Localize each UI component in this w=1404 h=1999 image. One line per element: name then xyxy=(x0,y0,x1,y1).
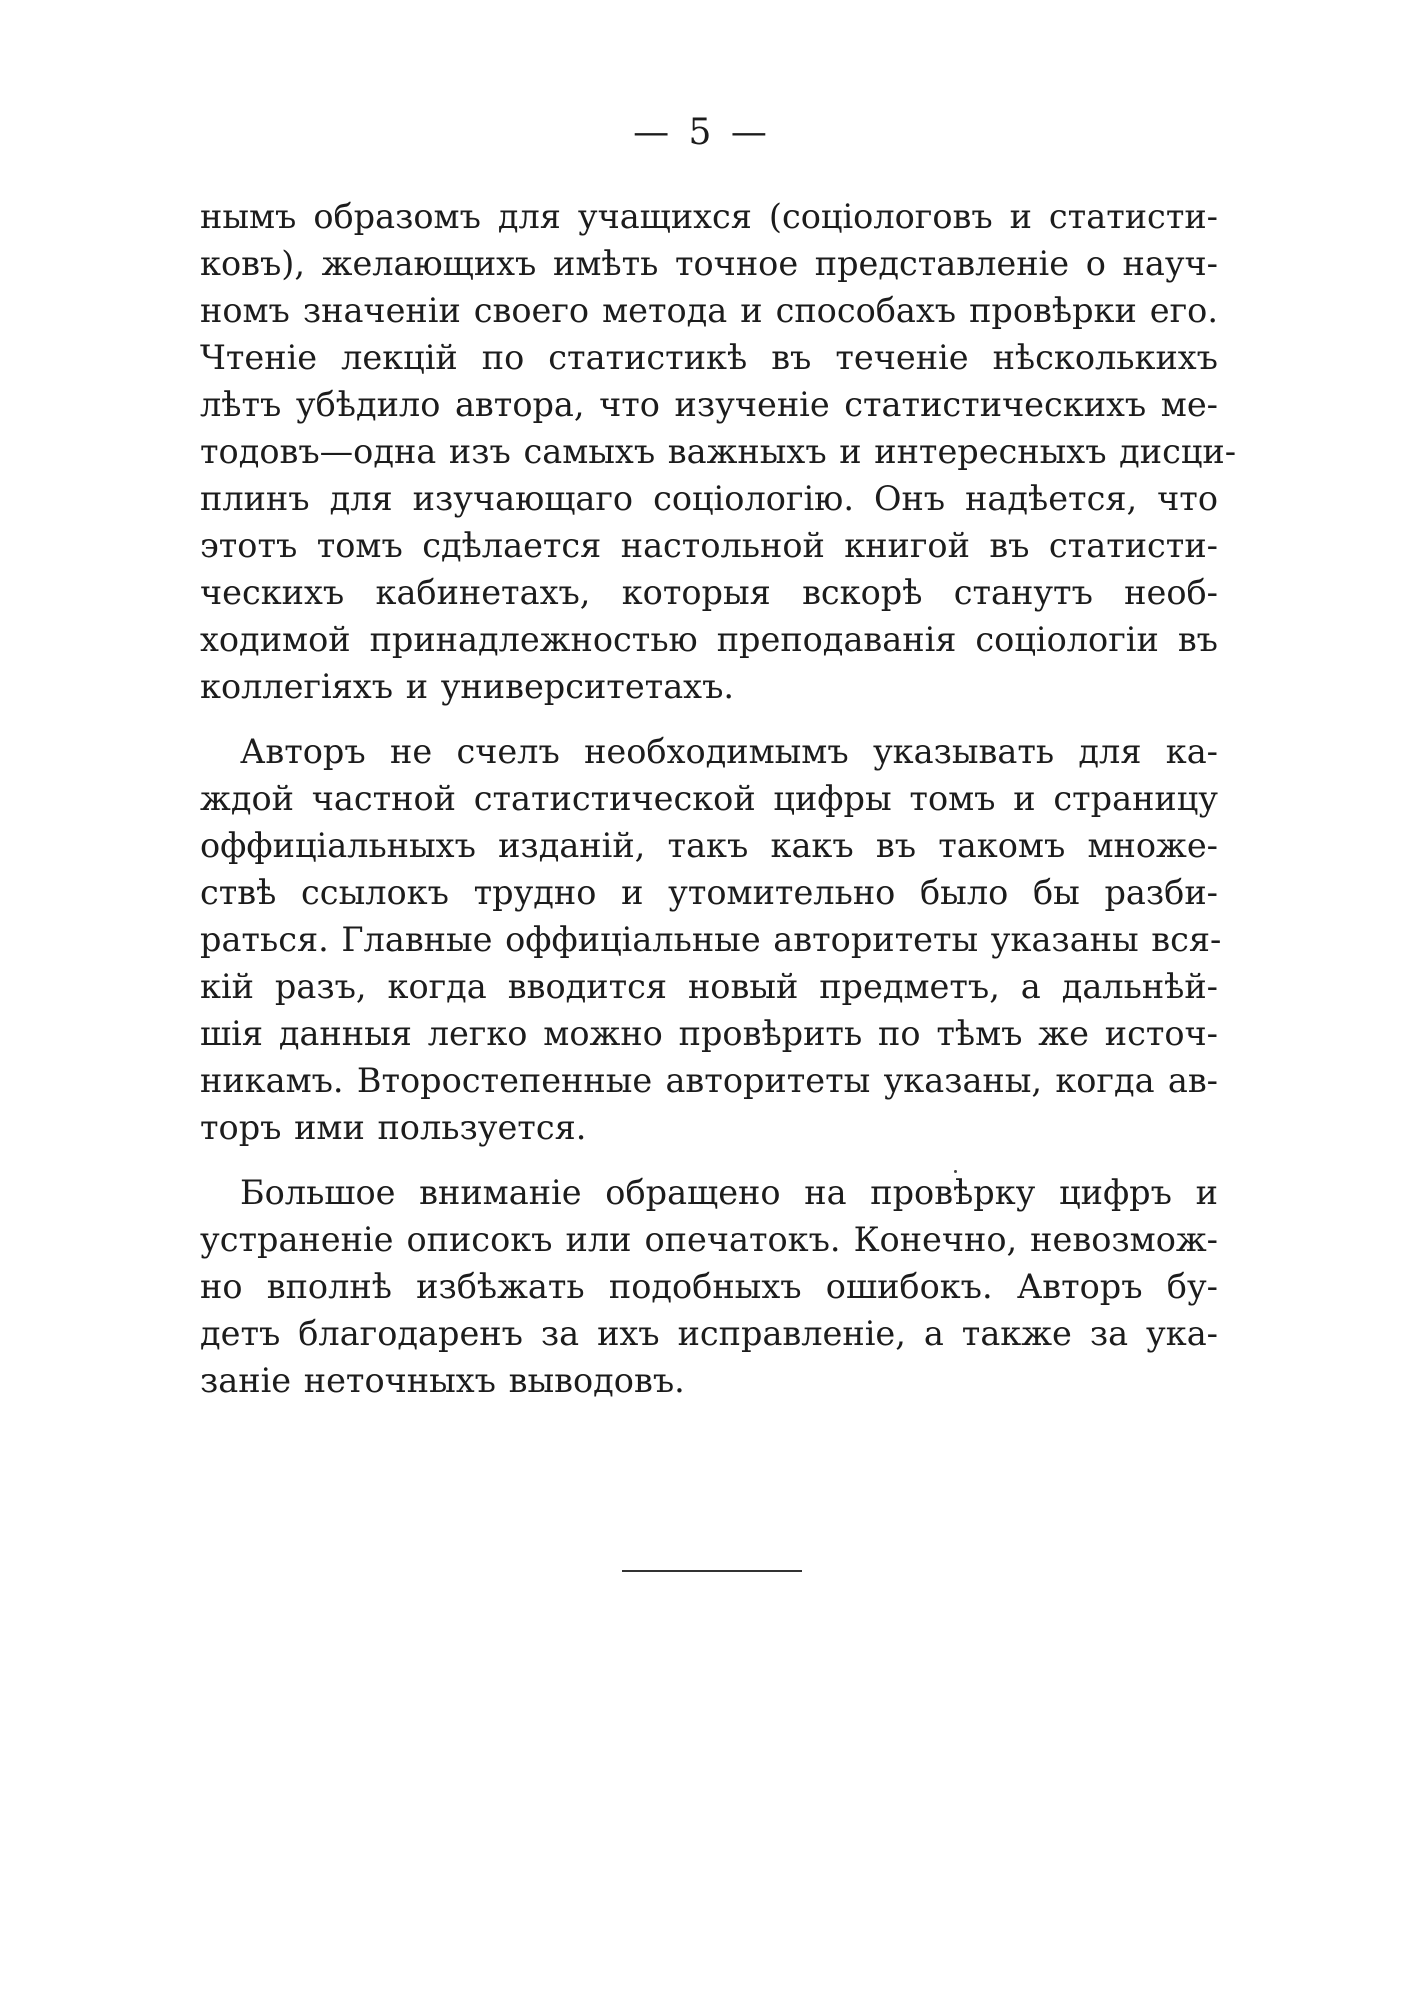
text-line: Большое вниманіе обращено на провѣрку цифръ и xyxy=(240,1173,1218,1212)
text-line: заніе неточныхъ выводовъ. xyxy=(200,1361,685,1400)
text-line: шія данныя легко можно провѣрить по тѣмъ же источ- xyxy=(200,1014,1218,1053)
text-line: кій разъ, когда вводится новый предметъ, а дальнѣй- xyxy=(200,967,1218,1006)
text-line: раться. Главные оффиціальные авторитеты указаны вся- xyxy=(200,920,1222,959)
text-line: но вполнѣ избѣжать подобныхъ ошибокъ. Авторъ бу- xyxy=(200,1267,1218,1306)
text-line: этотъ томъ сдѣлается настольной книгой въ статисти- xyxy=(200,526,1218,565)
text-line: плинъ для изучающаго соціологію. Онъ надѣется, что xyxy=(200,479,1218,518)
paragraph-gap xyxy=(200,1151,1218,1169)
text-line: устраненіе описокъ или опечатокъ. Конечно, невозмож- xyxy=(200,1220,1218,1259)
paragraph-1 xyxy=(200,193,1237,710)
print-speck xyxy=(954,1170,957,1173)
text-line: торъ ими пользуется. xyxy=(200,1108,587,1147)
text-line: никамъ. Второстепенные авторитеты указаны, когда ав- xyxy=(200,1061,1218,1100)
text-line: ческихъ кабинетахъ, которыя вскорѣ станутъ необ- xyxy=(200,573,1218,612)
text-line: ждой частной статистической цифры томъ и страницу xyxy=(200,779,1218,818)
text-line: ствѣ ссылокъ трудно и утомительно было бы разби- xyxy=(200,873,1218,912)
section-end-rule xyxy=(622,1570,802,1572)
paragraph-gap xyxy=(200,710,1218,728)
body-text xyxy=(200,193,1237,1404)
text-line: детъ благодаренъ за ихъ исправленіе, а также за ука- xyxy=(200,1314,1218,1353)
paragraph-3 xyxy=(200,1169,1218,1404)
text-line: нымъ образомъ для учащихся (соціологовъ и статисти- xyxy=(200,197,1218,236)
page-number: — 5 — xyxy=(633,112,771,153)
text-line: ковъ), желающихъ имѣть точное представленіе о науч- xyxy=(200,244,1218,283)
text-line: тодовъ—одна изъ самыхъ важныхъ и интересныхъ дисци- xyxy=(200,432,1237,471)
paragraph-2 xyxy=(200,728,1222,1151)
text-line: оффиціальныхъ изданій, такъ какъ въ такомъ множе- xyxy=(200,826,1218,865)
text-line: Чтеніе лекцій по статистикѣ въ теченіе нѣсколькихъ xyxy=(200,338,1218,377)
text-line: номъ значеніи своего метода и способахъ провѣрки его. xyxy=(200,291,1218,330)
text-line: Авторъ не счелъ необходимымъ указывать для ка- xyxy=(240,732,1218,771)
text-line: ходимой принадлежностью преподаванія соціологіи въ xyxy=(200,620,1218,659)
text-line: лѣтъ убѣдило автора, что изученіе статистическихъ ме- xyxy=(200,385,1218,424)
text-line: коллегіяхъ и университетахъ. xyxy=(200,667,735,706)
